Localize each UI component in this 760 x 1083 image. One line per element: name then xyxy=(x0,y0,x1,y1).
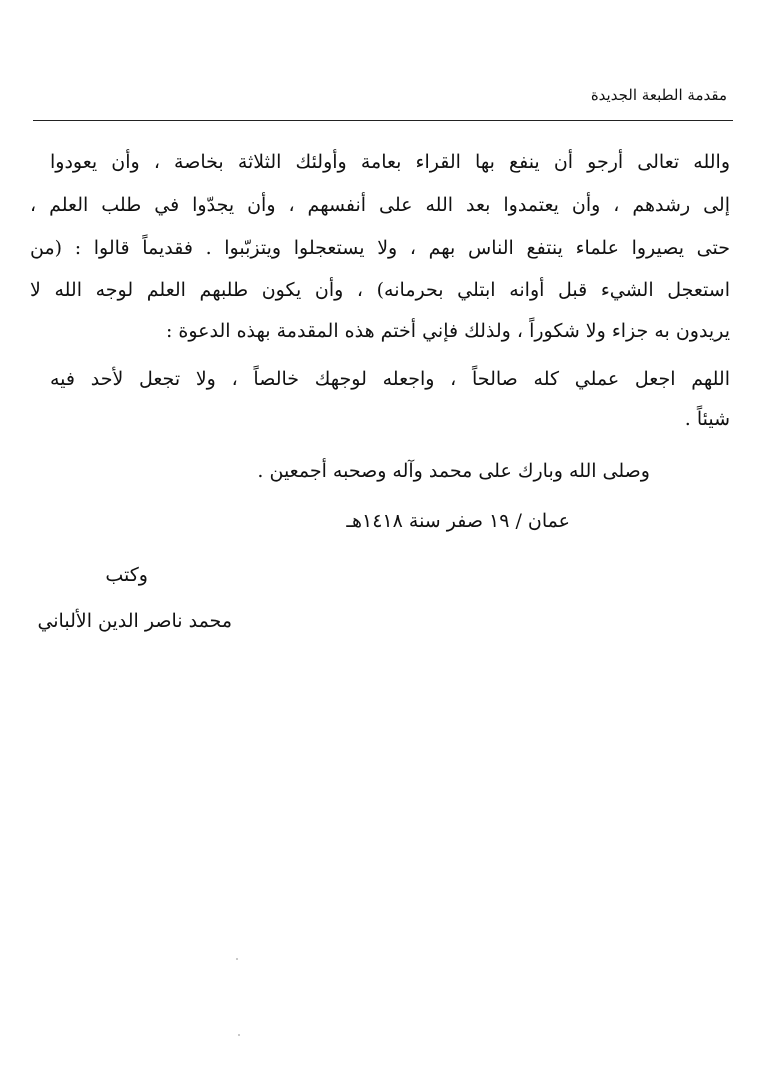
header-rule xyxy=(33,120,733,121)
scan-speck xyxy=(236,958,238,960)
paragraph-line: إلى رشدهم ، وأن يعتمدوا بعد الله على أنفسهم ، وأن يجدّوا في طلب العلم ، xyxy=(30,194,730,216)
paragraph-line: اللهم اجعل عملي كله صالحاً ، واجعله لوجهك خالصاً ، ولا تجعل لأحد فيه xyxy=(50,368,730,390)
paragraph-line: حتى يصيروا علماء ينتفع الناس بهم ، ولا يستعجلوا ويتزبّبوا . فقديماً قالوا : (من xyxy=(30,237,730,259)
scan-speck xyxy=(238,1034,240,1036)
author-name: محمد ناصر الدين الألباني xyxy=(37,610,232,632)
paragraph-line: شيئاً . xyxy=(684,408,730,430)
signoff-word: وكتب xyxy=(105,564,148,586)
closing-prayer: وصلى الله وبارك على محمد وآله وصحبه أجمعين . xyxy=(257,460,650,482)
date-line: عمان / ١٩ صفر سنة ١٤١٨هـ xyxy=(346,510,570,532)
paragraph-line: يريدون به جزاء ولا شكوراً ، ولذلك فإني أختم هذه المقدمة بهذه الدعوة : xyxy=(165,320,730,342)
paragraph-line: استعجل الشيء قبل أوانه ابتلي بحرمانه) ، وأن يكون طلبهم العلم لوجه الله لا xyxy=(30,279,730,301)
running-title: مقدمة الطبعة الجديدة xyxy=(590,86,727,104)
paragraph-line: والله تعالى أرجو أن ينفع بها القراء بعامة وأولئك الثلاثة بخاصة ، وأن يعودوا xyxy=(50,151,730,173)
